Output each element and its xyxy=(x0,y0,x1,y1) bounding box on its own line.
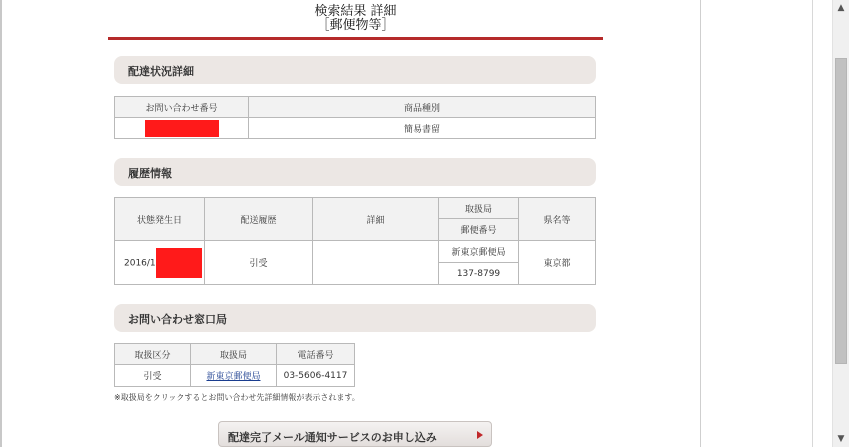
scroll-up-arrow-icon[interactable]: ▲ xyxy=(837,3,845,13)
arrow-right-icon xyxy=(477,431,483,439)
redaction-box xyxy=(145,120,219,137)
column-header-detail: 詳細 xyxy=(313,198,439,241)
section-title: お問い合わせ窓口局 xyxy=(128,313,227,326)
section-history xyxy=(114,158,596,186)
title-underline xyxy=(108,37,603,40)
column-header-inquiry-number: お問い合わせ番号 xyxy=(115,97,249,118)
postal-code-cell: 137-8799 xyxy=(439,263,519,285)
column-header-postal-code: 郵便番号 xyxy=(439,219,519,241)
scroll-thumb[interactable] xyxy=(835,58,847,364)
page-subtitle: ［郵便物等］ xyxy=(316,18,395,33)
section-delivery-status xyxy=(114,56,596,84)
date-cell xyxy=(115,241,205,285)
column-header-prefecture: 県名等 xyxy=(519,198,596,241)
page-divider-line xyxy=(700,0,701,447)
office-cell: 新東京郵便局 xyxy=(439,241,519,263)
delivery-status-table xyxy=(114,96,596,139)
column-header-office: 取扱局 xyxy=(191,344,277,365)
section-contact-office xyxy=(114,304,596,332)
column-header-category: 取扱区分 xyxy=(115,344,191,365)
history-table xyxy=(114,197,596,285)
office-link[interactable]: 新東京郵便局 xyxy=(206,372,261,382)
office-cell xyxy=(191,365,277,387)
page-divider-line-right xyxy=(812,0,813,447)
detail-cell xyxy=(313,241,439,285)
column-header-phone: 電話番号 xyxy=(277,344,355,365)
page-title: 検索結果 詳細 xyxy=(314,4,397,19)
redaction-box xyxy=(156,248,202,278)
delivery-notification-signup-button[interactable] xyxy=(218,421,492,447)
column-header-date: 状態発生日 xyxy=(115,198,205,241)
button-label: 配達完了メール通知サービスのお申し込み xyxy=(228,431,437,444)
column-header-office: 取扱局 xyxy=(439,198,519,219)
section-title: 履歴情報 xyxy=(128,167,172,180)
vertical-scrollbar[interactable] xyxy=(832,0,849,447)
column-header-product-type: 商品種別 xyxy=(249,97,596,118)
scroll-down-arrow-icon[interactable]: ▼ xyxy=(837,434,845,444)
product-type-cell: 簡易書留 xyxy=(249,118,596,139)
office-click-note: ※取扱局をクリックするとお問い合わせ先詳細情報が表示されます。 xyxy=(114,393,360,402)
inquiry-number-cell xyxy=(115,118,249,139)
date-text: 2016/1 xyxy=(124,258,156,268)
history-cell: 引受 xyxy=(205,241,313,285)
column-header-history: 配送履歴 xyxy=(205,198,313,241)
contact-table xyxy=(114,343,355,387)
section-title: 配達状況詳細 xyxy=(128,65,194,78)
window-left-border xyxy=(0,0,2,447)
phone-cell: 03-5606-4117 xyxy=(277,365,355,387)
category-cell: 引受 xyxy=(115,365,191,387)
prefecture-cell: 東京都 xyxy=(519,241,596,285)
